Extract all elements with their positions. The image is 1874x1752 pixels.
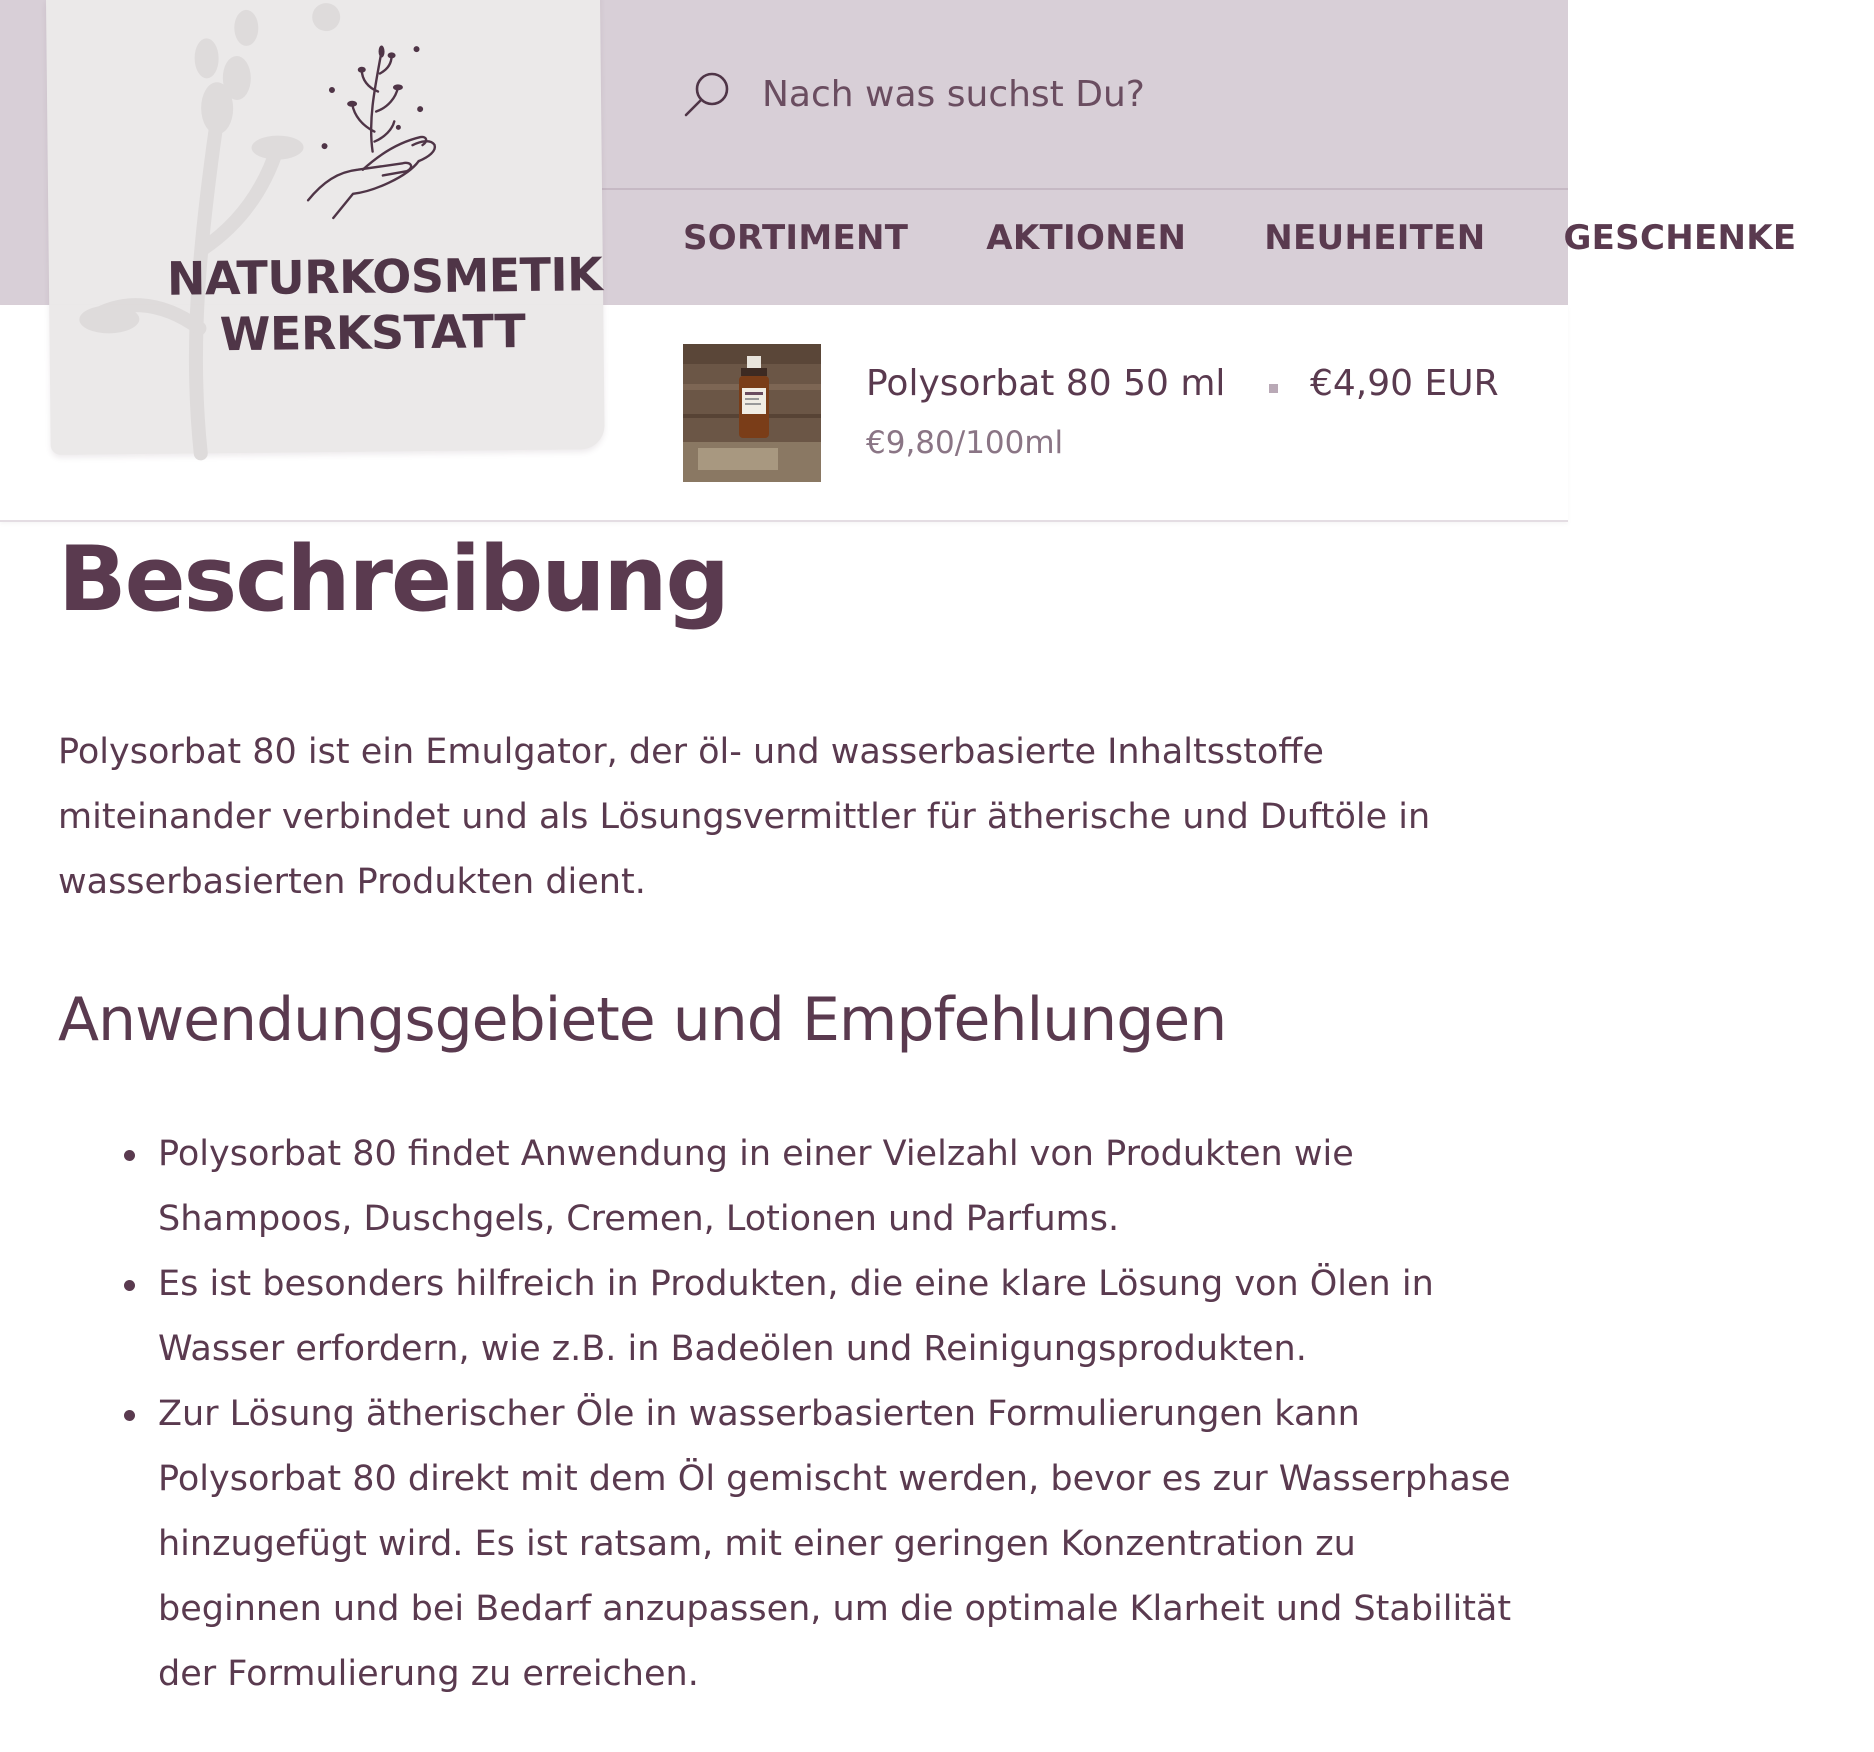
search-icon[interactable] xyxy=(680,67,734,121)
search-bar[interactable] xyxy=(680,64,1145,124)
nav-item-geschenke[interactable]: GESCHENKE xyxy=(1563,218,1797,258)
nav-item-neuheiten[interactable]: NEUHEITEN xyxy=(1264,218,1486,258)
description-section xyxy=(58,525,1528,635)
list-item: Es ist besonders hilfreich in Produkten, die eine klare Lösung von Ölen in Wasser erfordern, wie z.B. in Badeölen und Reinigungsprodukten. xyxy=(158,1252,1528,1382)
description-heading: Beschreibung xyxy=(58,527,728,632)
logo-line-2: WERKSTATT xyxy=(219,304,526,362)
product-price: €4,90 EUR xyxy=(1310,363,1499,404)
search-input[interactable]: Nach was suchst Du? xyxy=(762,73,1145,115)
nav-item-sortiment[interactable]: SORTIMENT xyxy=(683,218,909,258)
nav-item-aktionen[interactable]: AKTIONEN xyxy=(986,218,1187,258)
list-item: Polysorbat 80 findet Anwendung in einer Vielzahl von Produkten wie Shampoos, Duschgels, Cremen, Lotionen und Parfums. xyxy=(158,1122,1528,1252)
price-separator xyxy=(1269,384,1278,393)
product-thumbnail[interactable] xyxy=(683,344,821,482)
unit-price: €9,80/100ml xyxy=(866,425,1064,461)
product-name: Polysorbat 80 50 ml xyxy=(866,363,1226,404)
header-divider xyxy=(586,188,1568,190)
list-item: Zur Lösung ätherischer Öle in wasserbasierten Formulierungen kann Polysorbat 80 direkt mit dem Öl gemischt werden, bevor es zur Wasserphase hinzugefügt wird. Es ist ratsam, mit einer geringen Konzentration zu beginnen und bei Bedarf anzupassen, um die optimale Klarheit und Stabilität der Formulierung zu erreichen. xyxy=(158,1382,1528,1707)
main-navigation xyxy=(683,210,1797,270)
usage-list xyxy=(58,1122,1528,1707)
hand-with-plant-icon xyxy=(301,41,453,223)
description-intro: Polysorbat 80 ist ein Emulgator, der öl- und wasserbasierte Inhaltsstoffe miteinander verbindet und als Lösungsvermittler für ätherische und Duftöle in wasserbasierten Produkten dient. xyxy=(58,732,1431,902)
usage-heading: Anwendungsgebiete und Empfehlungen xyxy=(58,985,1227,1055)
logo-line-1: NATURKOSMETIK xyxy=(166,247,603,306)
